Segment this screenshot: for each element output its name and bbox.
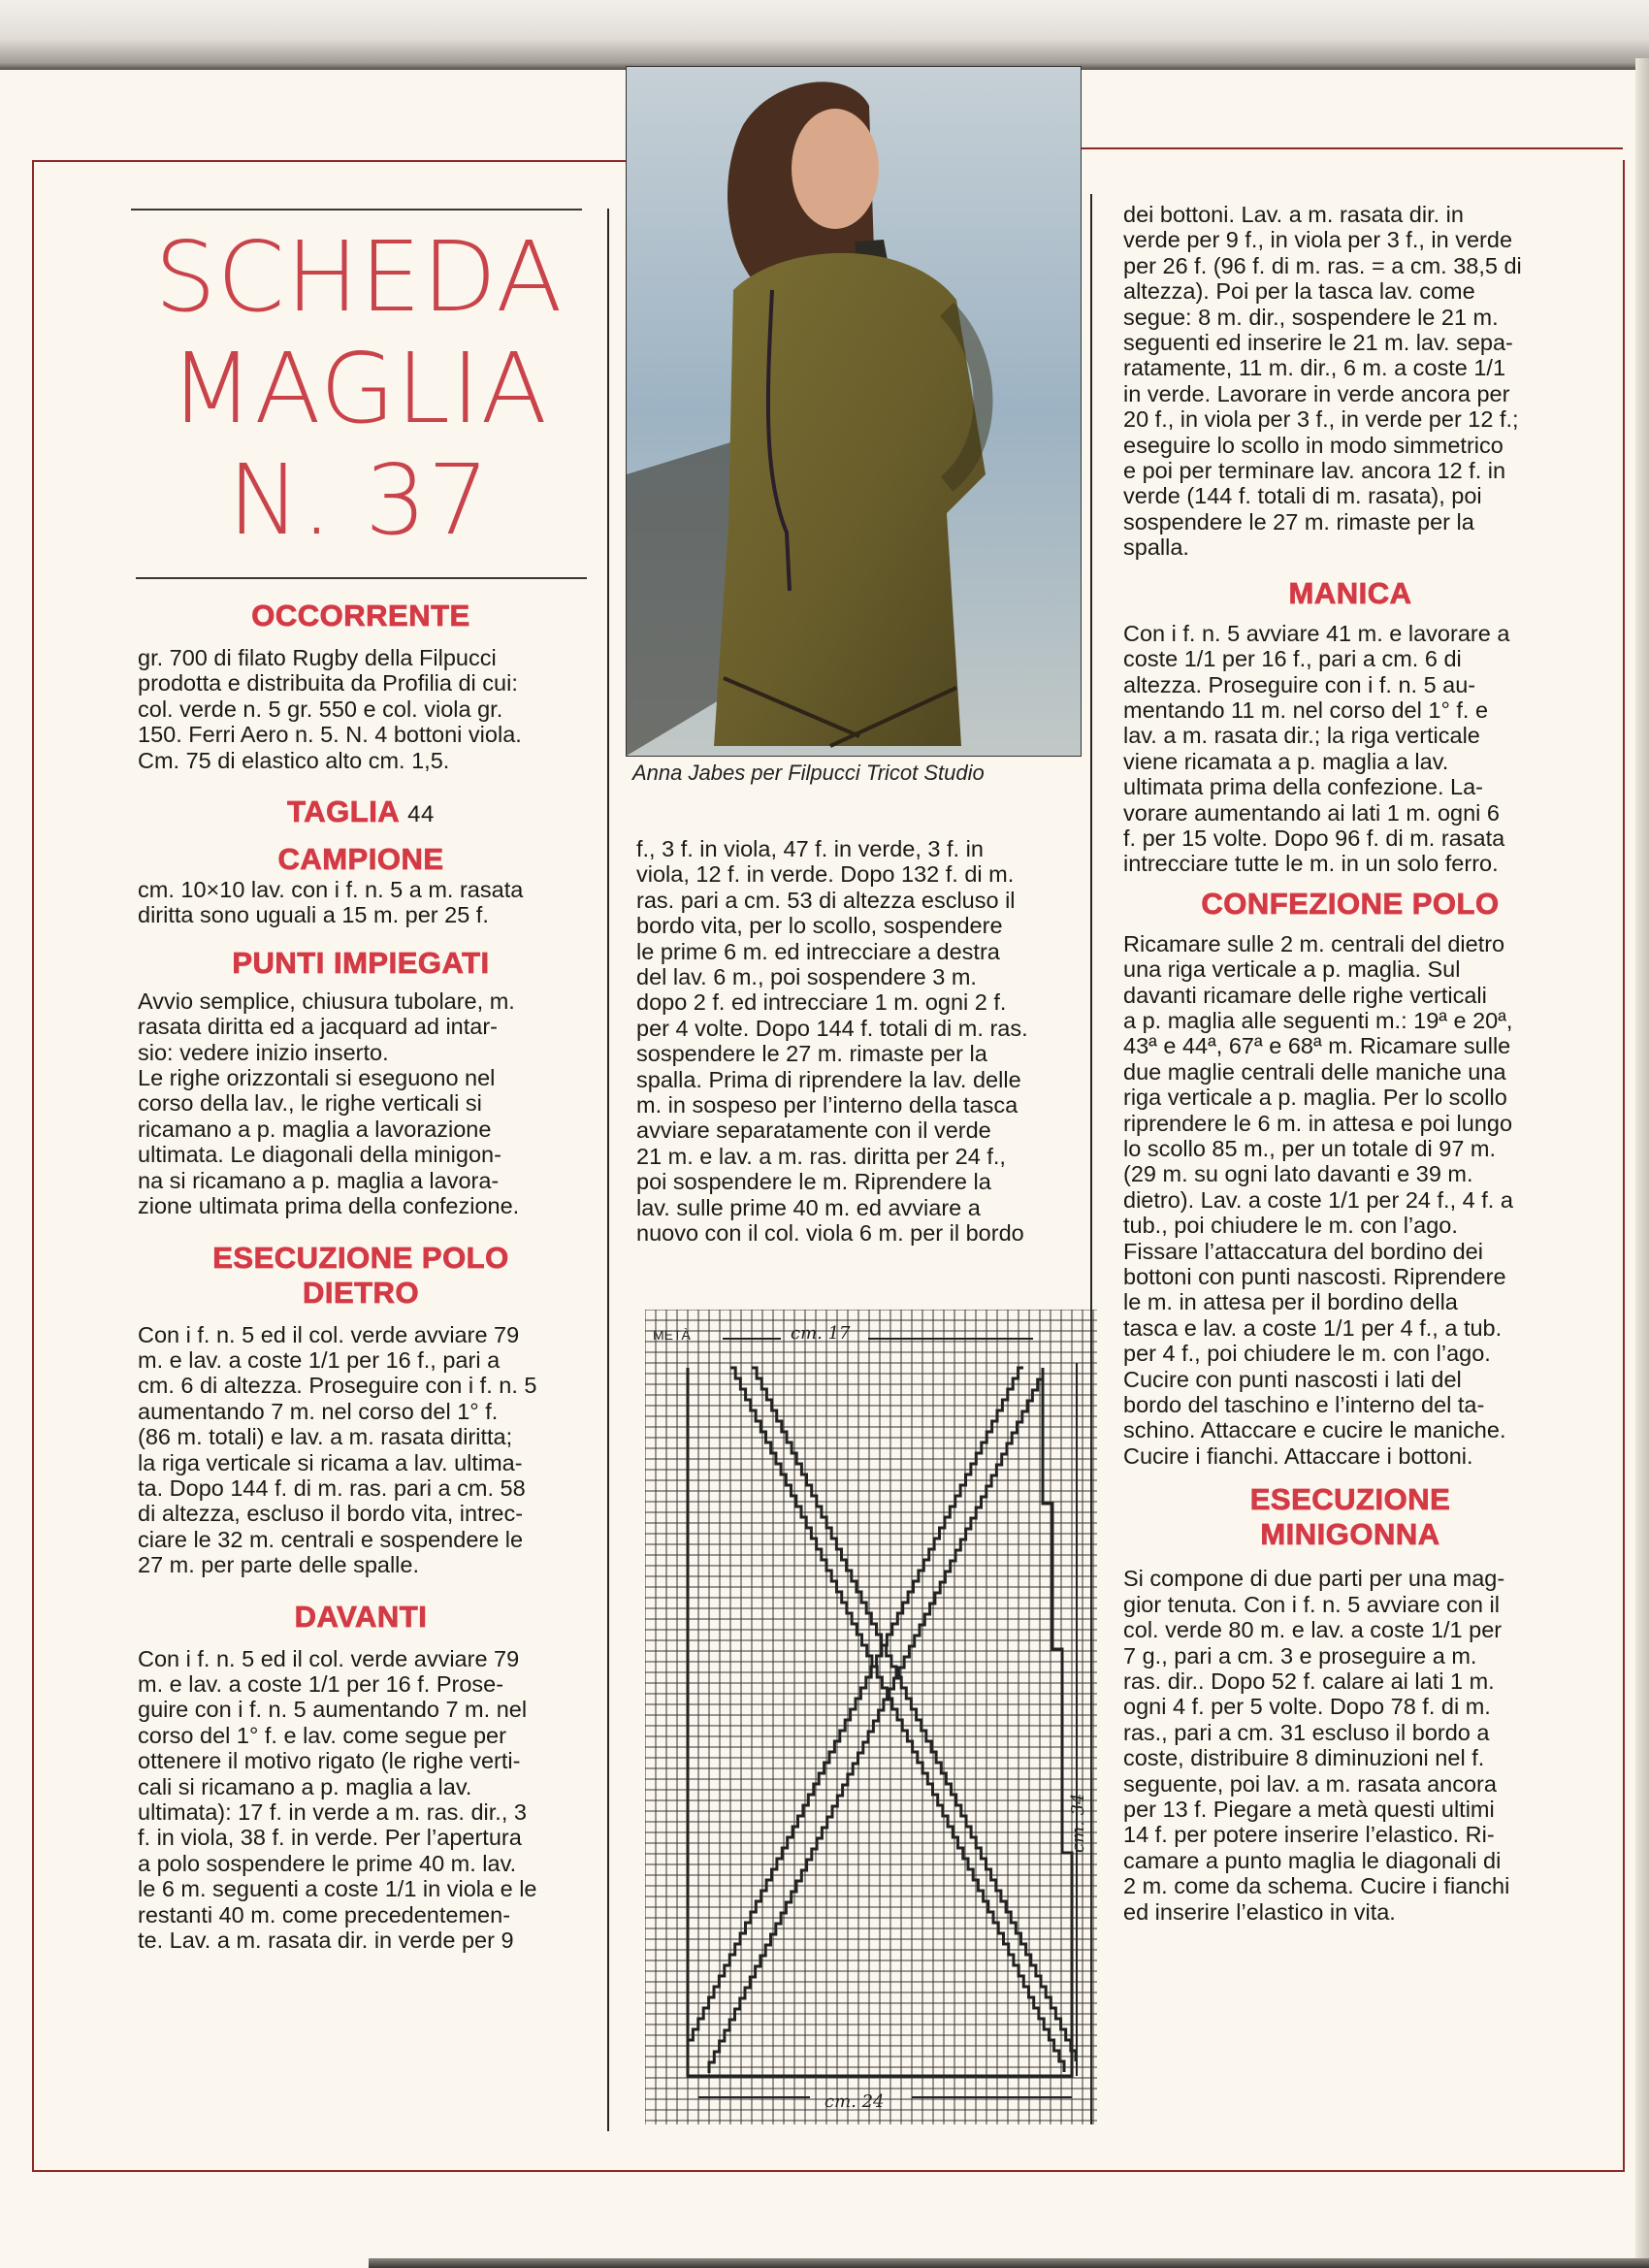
label-meta: METÀ bbox=[653, 1327, 691, 1343]
text-line: tub., poi chiudere le m. con l’ago. bbox=[1123, 1213, 1458, 1239]
minigonna-text bbox=[1123, 1566, 1577, 1925]
photo-illustration bbox=[627, 67, 1081, 756]
text-line: altezza). Poi per la tasca lav. come bbox=[1123, 278, 1475, 305]
text-line: ultimata prima della confezione. La- bbox=[1123, 774, 1483, 800]
manica-text bbox=[1123, 621, 1577, 877]
text-line: riprendere le 6 m. in attesa e poi lungo bbox=[1123, 1110, 1513, 1136]
heading-occorrente: OCCORRENTE bbox=[251, 599, 470, 632]
column-left bbox=[138, 599, 584, 1953]
model-photo bbox=[626, 66, 1082, 757]
label-height: cm. 34 bbox=[1068, 1793, 1088, 1853]
title-line-1: SCHEDA bbox=[154, 220, 564, 334]
text-line: davanti ricamare delle righe verticali bbox=[1123, 982, 1487, 1008]
taglia-label: TAGLIA bbox=[287, 794, 400, 829]
text-line: le m. in attesa per il bordino della bbox=[1123, 1289, 1458, 1315]
text-line: 7 g., pari a cm. 3 e proseguire a m. bbox=[1123, 1642, 1477, 1669]
text-line: prodotta e distribuita da Profilia di cui: bbox=[138, 670, 518, 697]
text-line: lav. a m. rasata dir.; la riga verticale bbox=[1123, 723, 1480, 749]
text-line: spalla. bbox=[1123, 535, 1189, 561]
text-line: f. in viola, 38 f. in verde. Per l’apertura bbox=[138, 1825, 522, 1851]
text-line: cali si ricamano a p. maglia a lav. bbox=[138, 1773, 472, 1799]
text-line: avviare separatamente con il verde bbox=[636, 1118, 991, 1144]
text-line: viene ricamata a p. maglia a lav. bbox=[1123, 748, 1449, 774]
text-line: Si compone di due parti per una mag- bbox=[1123, 1566, 1505, 1592]
text-line: coste 1/1 per 16 f., pari a cm. 6 di bbox=[1123, 646, 1462, 672]
title-line-2: MAGLIA bbox=[169, 332, 549, 445]
heading-campione: CAMPIONE bbox=[277, 842, 444, 877]
text-line: sio: vedere inizio inserto. bbox=[138, 1039, 389, 1065]
dietro-text bbox=[138, 1322, 584, 1578]
text-line: bordo del taschino e l’interno del ta- bbox=[1123, 1392, 1485, 1418]
diagonal-down-a bbox=[730, 1368, 1064, 2072]
text-line: altezza. Proseguire con i f. n. 5 au- bbox=[1123, 671, 1476, 697]
text-line: le 6 m. seguenti a coste 1/1 in viola e le bbox=[138, 1876, 537, 1902]
text-line: viola, 12 f. in verde. Dopo 132 f. di m. bbox=[636, 861, 1015, 888]
heading-line: DIETRO bbox=[302, 1275, 420, 1310]
text-line: ricamano a p. maglia a lavorazione bbox=[138, 1116, 492, 1142]
text-line: Con i f. n. 5 ed il col. verde avviare 79 bbox=[138, 1321, 520, 1347]
text-line: rasata diritta ed a jacquard ad intar- bbox=[138, 1014, 498, 1040]
text-line: f., 3 f. in viola, 47 f. in verde, 3 f. in bbox=[636, 836, 984, 861]
text-line: la riga verticale si ricama a lav. ultima- bbox=[138, 1449, 523, 1475]
heading-esecuzione-polo-dietro bbox=[138, 1241, 584, 1311]
text-line: riga verticale a p. maglia. Per lo scollo bbox=[1123, 1085, 1507, 1111]
text-line: 2 m. come da schema. Cucire i fianchi bbox=[1123, 1873, 1510, 1899]
text-line: Avvio semplice, chiusura tubolare, m. bbox=[138, 988, 515, 1014]
column-right bbox=[1123, 202, 1577, 1925]
title-rule-top bbox=[131, 209, 582, 211]
text-line: f. per 15 volte. Dopo 96 f. di m. rasata bbox=[1123, 825, 1505, 851]
text-line: ta. Dopo 144 f. di m. ras. pari a cm. 58 bbox=[138, 1474, 526, 1501]
text-line: e poi per terminare lav. ancora 12 f. in bbox=[1123, 458, 1506, 484]
text-line: ras., pari a cm. 31 escluso il bordo a bbox=[1123, 1719, 1490, 1745]
title-line-3: N. 37 bbox=[227, 443, 491, 557]
text-line: schino. Attaccare e cucire le maniche. bbox=[1123, 1417, 1506, 1443]
text-line: cm. 10×10 lav. con i f. n. 5 a m. rasata bbox=[138, 877, 524, 903]
diagonal-up-a bbox=[688, 1368, 1023, 2051]
schema-grid bbox=[645, 1310, 1097, 2124]
text-line: sospendere le 27 m. rimaste per la bbox=[1123, 508, 1474, 535]
text-line: dopo 2 f. ed intrecciare 1 m. ogni 2 f. bbox=[636, 989, 1007, 1016]
davanti-text bbox=[138, 1646, 584, 1954]
text-line: Fissare l’attaccatura del bordino dei bbox=[1123, 1238, 1483, 1264]
text-line: gr. 700 di filato Rugby della Filpucci bbox=[138, 645, 497, 670]
heading-line: ESECUZIONE POLO bbox=[212, 1240, 509, 1275]
text-line: 150. Ferri Aero n. 5. N. 4 bottoni viola. bbox=[138, 722, 522, 748]
text-line: eseguire lo scollo in modo simmetrico bbox=[1123, 432, 1504, 458]
text-line: ed inserire l’elastico in vita. bbox=[1123, 1898, 1396, 1925]
campione-text bbox=[138, 877, 584, 928]
heading-confezione-polo: CONFEZIONE POLO bbox=[1201, 886, 1500, 921]
text-line: zione ultimata prima della confezione. bbox=[138, 1193, 520, 1219]
text-line: per 13 f. Piegare a metà questi ultimi bbox=[1123, 1796, 1495, 1822]
column-middle bbox=[636, 836, 1084, 1247]
text-line: intrecciare tutte le m. in un solo ferro. bbox=[1123, 851, 1499, 877]
page-title bbox=[131, 221, 587, 556]
text-line: lo scollo 85 m., per un totale di 97 m. bbox=[1123, 1136, 1497, 1161]
text-line: (86 m. totali) e lav. a m. rasata diritta; bbox=[138, 1424, 513, 1450]
heading-davanti: DAVANTI bbox=[294, 1599, 428, 1634]
text-line: sospendere le 27 m. rimaste per la bbox=[636, 1041, 987, 1067]
heading-punti-impiegati: PUNTI IMPIEGATI bbox=[232, 945, 490, 980]
text-line: spalla. Prima di riprendere la lav. delle bbox=[636, 1066, 1021, 1092]
text-line: Cm. 75 di elastico alto cm. 1,5. bbox=[138, 747, 450, 773]
text-line: per 4 volte. Dopo 144 f. totali di m. ras. bbox=[636, 1015, 1028, 1041]
davanti-cont-text bbox=[1123, 202, 1577, 561]
text-line: 27 m. per parte delle spalle. bbox=[138, 1552, 419, 1578]
text-line: restanti 40 m. come precedentemen- bbox=[138, 1901, 511, 1928]
text-line: bordo vita, per lo scollo, sospendere bbox=[636, 913, 1003, 939]
text-line: coste, distribuire 8 diminuzioni nel f. bbox=[1123, 1745, 1485, 1771]
text-line: dietro). Lav. a coste 1/1 per 24 f., 4 f. a bbox=[1123, 1186, 1513, 1213]
heading-manica: MANICA bbox=[1288, 575, 1412, 610]
scan-shadow-right bbox=[1635, 58, 1649, 2268]
text-line: vorare aumentando ai lati 1 m. ogni 6 bbox=[1123, 799, 1500, 826]
text-line: segue: 8 m. dir., sospendere le 21 m. bbox=[1123, 304, 1499, 330]
text-line: in verde. Lavorare in verde ancora per bbox=[1123, 380, 1510, 406]
text-line: Con i f. n. 5 avviare 41 m. e lavorare a bbox=[1123, 620, 1510, 646]
text-line: 14 f. per potere inserire l’elastico. Ri- bbox=[1123, 1822, 1495, 1848]
text-line: cm. 6 di altezza. Proseguire con i f. n. 5 bbox=[138, 1373, 537, 1399]
photo-caption: Anna Jabes per Filpucci Tricot Studio bbox=[632, 761, 985, 785]
face bbox=[792, 109, 879, 229]
text-line: gior tenuta. Con i f. n. 5 avviare con il bbox=[1123, 1591, 1500, 1617]
text-line: na si ricamano a p. maglia a lavora- bbox=[138, 1167, 500, 1193]
text-line: corso del 1° f. e lav. come segue per bbox=[138, 1722, 506, 1748]
text-line: Le righe orizzontali si eseguono nel bbox=[138, 1065, 496, 1091]
text-line: le prime 6 m. ed intrecciare a destra bbox=[636, 938, 1000, 964]
label-width-top: cm. 17 bbox=[791, 1323, 851, 1344]
text-line: ras. dir.. Dopo 52 f. calare ai lati 1 m. bbox=[1123, 1668, 1495, 1694]
text-line: ottenere il motivo rigato (le righe verti- bbox=[138, 1748, 521, 1774]
sweater bbox=[714, 253, 986, 746]
text-line: ultimata): 17 f. in verde a m. ras. dir., 3 bbox=[138, 1799, 527, 1825]
text-line: ciare le 32 m. centrali e sospendere le bbox=[138, 1526, 524, 1552]
confezione-text bbox=[1123, 931, 1577, 1470]
text-line: camare a punto maglia le diagonali di bbox=[1123, 1847, 1502, 1873]
heading-taglia bbox=[138, 794, 584, 832]
text-line: seguenti ed inserire le 21 m. lav. sepa- bbox=[1123, 330, 1513, 356]
text-line: seguente, poi lav. a m. rasata ancora bbox=[1123, 1770, 1497, 1797]
text-line: verde (144 f. totali di m. rasata), poi bbox=[1123, 483, 1482, 509]
text-line: ratamente, 11 m. dir., 6 m. a coste 1/1 bbox=[1123, 355, 1506, 381]
text-line: col. verde n. 5 gr. 550 e col. viola gr. bbox=[138, 696, 503, 722]
text-line: m. in sospeso per l’interno della tasca bbox=[636, 1092, 1018, 1118]
text-line: (29 m. su ogni lato davanti e 39 m. bbox=[1123, 1161, 1473, 1187]
text-line: una riga verticale a p. maglia. Sul bbox=[1123, 956, 1461, 983]
text-line: poi sospendere le m. Riprendere la bbox=[636, 1169, 991, 1195]
text-line: aumentando 7 m. nel corso del 1° f. bbox=[138, 1398, 499, 1424]
taglia-value: 44 bbox=[407, 801, 435, 828]
text-line: col. verde 80 m. e lav. a coste 1/1 per bbox=[1123, 1617, 1503, 1643]
scan-shadow-top bbox=[0, 0, 1649, 70]
text-line: bottoni con punti nascosti. Riprendere bbox=[1123, 1264, 1506, 1290]
text-line: 21 m. e lav. a m. ras. diritta per 24 f., bbox=[636, 1143, 1006, 1169]
text-line: di altezza, escluso il bordo vita, intrec- bbox=[138, 1501, 524, 1527]
text-line: 43ª e 44ª, 67ª e 68ª m. Ricamare sulle bbox=[1123, 1033, 1511, 1059]
punti-text bbox=[138, 988, 584, 1219]
text-line: a polo sospendere le prime 40 m. lav. bbox=[138, 1850, 517, 1876]
text-line: Con i f. n. 5 ed il col. verde avviare 79 bbox=[138, 1645, 520, 1671]
text-line: guire con i f. n. 5 aumentando 7 m. nel bbox=[138, 1697, 528, 1723]
text-line: del lav. 6 m., poi sospendere 3 m. bbox=[636, 964, 977, 990]
frame-top-rule-left bbox=[32, 160, 626, 162]
skirt-schema bbox=[645, 1310, 1097, 2124]
text-line: a p. maglia alle seguenti m.: 19ª e 20ª, bbox=[1123, 1007, 1513, 1033]
heading-line: MINIGONNA bbox=[1260, 1517, 1440, 1552]
text-line: m. e lav. a coste 1/1 per 16 f., pari a bbox=[138, 1346, 501, 1373]
text-line: m. e lav. a coste 1/1 per 16 f. Prose- bbox=[138, 1670, 504, 1697]
text-line: dei bottoni. Lav. a m. rasata dir. in bbox=[1123, 202, 1464, 227]
title-rule-bottom bbox=[136, 577, 587, 579]
column-divider-right bbox=[1090, 194, 1092, 2124]
heading-esecuzione-minigonna bbox=[1123, 1482, 1577, 1552]
text-line: ogni 4 f. per 5 volte. Dopo 78 f. di m. bbox=[1123, 1694, 1491, 1720]
column-divider-left bbox=[607, 209, 609, 2131]
occorrente-text bbox=[138, 645, 584, 773]
text-line: corso della lav., le righe verticali si bbox=[138, 1090, 482, 1117]
text-line: 20 f., in viola per 3 f., in verde per 12 f.; bbox=[1123, 406, 1519, 433]
text-line: tasca e lav. a coste 1/1 per 4 f., a tub. bbox=[1123, 1314, 1503, 1341]
heading-line: ESECUZIONE bbox=[1249, 1482, 1451, 1517]
text-line: per 26 f. (96 f. di m. ras. = a cm. 38,5 di bbox=[1123, 252, 1522, 278]
text-line: nuovo con il col. viola 6 m. per il bordo bbox=[636, 1220, 1024, 1247]
text-line: Cucire i fianchi. Attaccare i bottoni. bbox=[1123, 1442, 1473, 1469]
text-line: te. Lav. a m. rasata dir. in verde per 9 bbox=[138, 1928, 514, 1954]
text-line: Ricamare sulle 2 m. centrali del dietro bbox=[1123, 930, 1505, 956]
text-line: per 4 f., poi chiudere le m. con l’ago. bbox=[1123, 1341, 1491, 1367]
text-line: mentando 11 m. nel corso del 1° f. e bbox=[1123, 697, 1489, 723]
label-width-bottom: cm. 24 bbox=[824, 2091, 885, 2112]
text-line: ultimata. Le diagonali della minigon- bbox=[138, 1142, 501, 1168]
text-line: verde per 9 f., in viola per 3 f., in verde bbox=[1123, 227, 1513, 253]
text-line: due maglie centrali delle maniche una bbox=[1123, 1058, 1506, 1085]
text-line: lav. sulle prime 40 m. ed avviare a bbox=[636, 1194, 981, 1220]
grid-lines bbox=[645, 1310, 1097, 2124]
text-line: diritta sono uguali a 15 m. per 25 f. bbox=[138, 902, 489, 928]
scan-shadow-bottom bbox=[369, 2258, 1649, 2268]
text-line: Cucire con punti nascosti i lati del bbox=[1123, 1366, 1462, 1392]
text-line: ras. pari a cm. 53 di altezza escluso il bbox=[636, 887, 1016, 913]
frame-top-rule-right bbox=[1082, 147, 1623, 149]
